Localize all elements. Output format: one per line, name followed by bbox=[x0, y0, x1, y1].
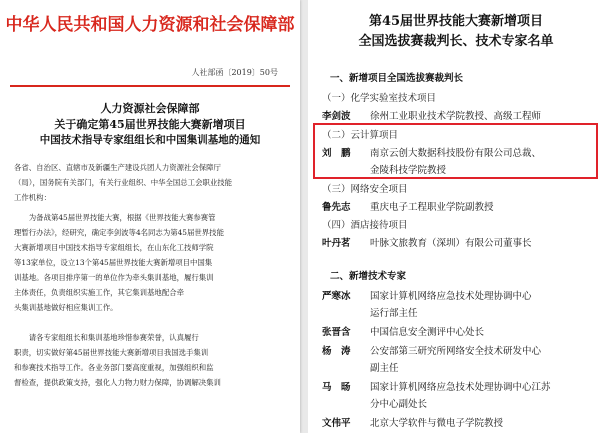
section-heading-experts: 二、新增技术专家 bbox=[330, 271, 407, 282]
expert-affiliation: 国家计算机网络应急技术处理协调中心 bbox=[370, 291, 532, 302]
notice-body-line: 大赛新增项目中国技术指导专家组组长，在山东化工技师学院 bbox=[14, 243, 214, 252]
notice-body-line: 为备战第45届世界技能大赛，根据《世界技能大赛参赛管 bbox=[14, 213, 216, 222]
notice-title-line1: 人力资源社会保障部 bbox=[100, 102, 200, 115]
judge-affiliation: 重庆电子工程职业学院副教授 bbox=[370, 202, 494, 213]
right-document-page bbox=[308, 0, 604, 433]
ministry-letterhead: 中华人民共和国人力资源和社会保障部 bbox=[5, 15, 295, 35]
list-title-line1: 第45届世界技能大赛新增项目 bbox=[368, 14, 544, 29]
red-divider-line bbox=[10, 85, 290, 87]
expert-affiliation-cont: 运行部主任 bbox=[370, 308, 418, 319]
expert-name: 严寒冰 bbox=[322, 291, 351, 302]
judge-affiliation-cont: 金陵科技学院教授 bbox=[370, 165, 447, 176]
expert-affiliation: 国家计算机网络应急技术处理协调中心江苏 bbox=[370, 382, 551, 393]
judge-name: 鲁先志 bbox=[322, 202, 351, 213]
subsection-heading: （一）化学实验室技术项目 bbox=[322, 93, 437, 104]
subsection-heading: （四）酒店接待项目 bbox=[322, 220, 408, 231]
document-number: 人社部函〔2019〕50号 bbox=[191, 68, 278, 77]
judge-name: 李剑波 bbox=[322, 111, 351, 122]
judge-name: 叶丹茗 bbox=[322, 238, 351, 249]
notice-body-line: 理暂行办法》，经研究，确定李剑波等4名同志为第45届世界技能 bbox=[14, 228, 224, 237]
judge-affiliation: 徐州工业职业技术学院教授、高级工程师 bbox=[370, 111, 542, 122]
expert-name: 文伟平 bbox=[322, 418, 351, 429]
notice-body-line: 请各专家组组长和集训基地珍惜参赛荣誉，认真履行 bbox=[14, 333, 199, 342]
notice-body-line: 督检查，提供政策支持，强化人力物力财力保障，协调解决集训 bbox=[14, 378, 221, 387]
notice-body-line: 头集训基地做好相应集训工作。 bbox=[14, 303, 118, 312]
expert-affiliation: 公安部第三研究所网络安全技术研发中心 bbox=[370, 346, 542, 357]
expert-affiliation-cont: 分中心副处长 bbox=[370, 399, 428, 410]
subsection-heading: （二）云计算项目 bbox=[322, 130, 399, 141]
notice-title-line2: 关于确定第45届世界技能大赛新增项目 bbox=[54, 118, 246, 131]
judge-affiliation: 南京云创大数据科技股份有限公司总裁、 bbox=[370, 148, 542, 159]
notice-body-line: 工作机构： bbox=[14, 193, 51, 202]
notice-body-line: 各省、自治区、直辖市及新疆生产建设兵团人力资源社会保障厅 bbox=[14, 163, 221, 172]
subsection-heading: （三）网络安全项目 bbox=[322, 184, 408, 195]
expert-affiliation-cont: 副主任 bbox=[370, 363, 399, 374]
judge-name: 刘 鹏 bbox=[322, 148, 351, 159]
expert-affiliation: 中国信息安全测评中心处长 bbox=[370, 327, 485, 338]
expert-name: 杨 涛 bbox=[322, 346, 351, 357]
expert-affiliation: 北京大学软件与微电子学院教授 bbox=[370, 418, 504, 429]
notice-body-line: 训基地。各项目排序第一的单位作为牵头集训基地，履行集训 bbox=[14, 273, 214, 282]
expert-name: 张晋含 bbox=[322, 327, 351, 338]
judge-affiliation: 叶脉文旅教育（深圳）有限公司董事长 bbox=[370, 238, 532, 249]
notice-body-line: 职责，切实做好第45届世界技能大赛新增项目我国选手集训 bbox=[14, 348, 209, 357]
section-heading-judges: 一、新增项目全国选拔赛裁判长 bbox=[330, 73, 464, 84]
notice-body-line: 和参赛技术指导工作。各业务部门要高度重视，加强组织和监 bbox=[14, 363, 214, 372]
notice-body-line: 等13家单位，设立13个第45届世界技能大赛新增项目中国集 bbox=[14, 258, 213, 267]
left-document-page bbox=[0, 0, 300, 433]
list-title-line2: 全国选拔赛裁判长、技术专家名单 bbox=[358, 34, 554, 49]
notice-body-line: 主体责任，负责组织实施工作，其它集训基地配合牵 bbox=[14, 288, 184, 297]
expert-name: 马 旸 bbox=[322, 382, 351, 393]
notice-title-line3: 中国技术指导专家组组长和中国集训基地的通知 bbox=[39, 134, 261, 146]
notice-body-line: （局），国务院有关部门，有关行业组织、中华全国总工会职业技能 bbox=[14, 178, 233, 187]
